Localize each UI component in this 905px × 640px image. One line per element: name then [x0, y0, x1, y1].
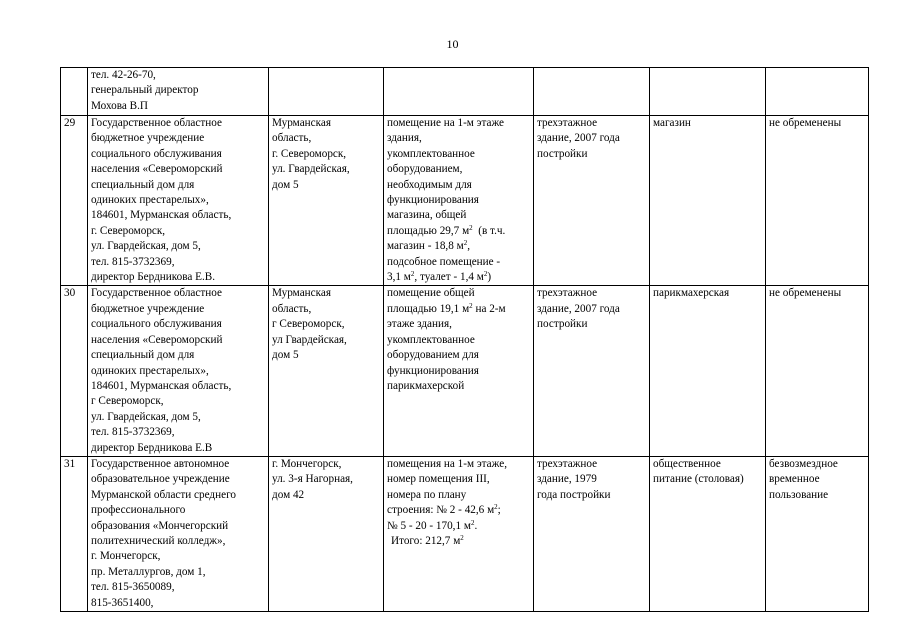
text-line: не обременены	[769, 287, 842, 300]
cell-purpose	[650, 116, 766, 286]
text-line: подсобное помещение -	[387, 255, 501, 268]
cell-encumbrance	[766, 456, 869, 611]
text-line: ул. Гвардейская,	[272, 163, 350, 176]
cell-address	[269, 68, 384, 116]
text-fragment: площадью 19,1 м	[387, 302, 470, 315]
cell-encumbrance	[766, 68, 869, 116]
text-line: образования «Мончегорский	[91, 519, 229, 532]
text-line	[387, 302, 530, 317]
text-line: парикмахерская	[653, 287, 730, 300]
text-line: безвозмездное	[769, 457, 838, 470]
text-line: одиноких престарелых»,	[91, 364, 209, 377]
cell-building	[534, 456, 650, 611]
text-line: дом 42	[272, 488, 305, 501]
text-line: постройки	[537, 318, 588, 331]
text-line: помещение на 1-м этаже	[387, 117, 505, 129]
text-line: ул Гвардейская,	[272, 333, 347, 346]
text-line: здание, 1979	[537, 473, 597, 486]
text-line: профессионального	[91, 504, 186, 517]
cell-building	[534, 68, 650, 116]
text-line: Государственное областное	[91, 117, 222, 129]
text-line: магазина, общей	[387, 209, 467, 222]
table-row	[61, 68, 869, 116]
text-line: г Североморск,	[272, 318, 345, 331]
text-fragment: площадью 29,7 м	[387, 224, 470, 237]
text-line: здание, 2007 года	[537, 132, 620, 145]
text-line: г. Мончегорск,	[272, 457, 342, 470]
text-line: одиноких престарелых»,	[91, 194, 209, 207]
text-line: тел. 815-3732369,	[91, 426, 175, 439]
text-fragment: .	[474, 519, 478, 532]
cell-organization	[88, 456, 269, 611]
text-line: ул. 3-я Нагорная,	[272, 473, 353, 486]
text-line: социального обслуживания	[91, 147, 222, 160]
superscript: 2	[470, 518, 475, 527]
text-line: Мохова В.П	[91, 99, 148, 112]
text-line: функционирования	[387, 364, 479, 377]
cell-number	[61, 116, 88, 286]
table-row	[61, 116, 869, 286]
text-line: Государственное автономное	[91, 457, 230, 470]
text-line: Мурманская	[272, 287, 331, 300]
text-line	[387, 503, 530, 518]
cell-organization	[88, 116, 269, 286]
text-line: не обременены	[769, 117, 842, 129]
text-line: бюджетное учреждение	[91, 132, 205, 145]
text-line: ул. Гвардейская, дом 5,	[91, 410, 201, 423]
text-line: года постройки	[537, 488, 611, 501]
text-line: Государственное областное	[91, 287, 222, 300]
row-number: 29	[64, 117, 76, 129]
text-line: генеральный директор	[91, 84, 199, 97]
cell-number	[61, 286, 88, 456]
text-fragment: , туалет - 1,4 м	[414, 271, 484, 284]
table-row	[61, 456, 869, 611]
text-line: бюджетное учреждение	[91, 302, 205, 315]
text-line: необходимым для	[387, 178, 472, 191]
cell-address	[269, 456, 384, 611]
text-line: оборудованием,	[387, 163, 463, 176]
text-line: укомплектованное	[387, 333, 475, 346]
cell-description	[384, 456, 534, 611]
cell-purpose	[650, 68, 766, 116]
superscript: 2	[463, 239, 468, 248]
cell-encumbrance	[766, 286, 869, 456]
text-fragment: 3,1 м	[387, 271, 411, 284]
text-line: область,	[272, 302, 312, 315]
text-line: тел. 815-3650089,	[91, 581, 175, 594]
text-line: Мурманской области среднего	[91, 488, 236, 501]
row-number: 31	[64, 457, 76, 470]
text-line: парикмахерской	[387, 379, 465, 392]
text-line: номер помещения III,	[387, 473, 490, 486]
text-line: образовательное учреждение	[91, 473, 230, 486]
text-line: г. Мончегорск,	[91, 550, 161, 563]
text-line: специальный дом для	[91, 178, 195, 191]
cell-building	[534, 116, 650, 286]
text-line: здания,	[387, 132, 422, 145]
text-line: постройки	[537, 147, 588, 160]
text-line: общественное	[653, 457, 721, 470]
text-line: область,	[272, 132, 312, 145]
text-fragment: магазин - 18,8 м	[387, 240, 464, 253]
text-line: г. Североморск,	[91, 224, 166, 237]
cell-description	[384, 116, 534, 286]
table-row	[61, 286, 869, 456]
text-line	[387, 519, 530, 534]
text-line	[387, 270, 530, 285]
text-line: г. Североморск,	[272, 147, 347, 160]
cell-building	[534, 286, 650, 456]
text-line: социального обслуживания	[91, 318, 222, 331]
superscript: 2	[410, 270, 415, 279]
text-line: магазин	[653, 117, 691, 129]
cell-purpose	[650, 456, 766, 611]
text-line: Мурманская	[272, 117, 331, 129]
cell-description	[384, 68, 534, 116]
text-fragment: строения: № 2 - 42,6 м	[387, 504, 495, 517]
superscript: 2	[494, 503, 498, 512]
text-line: трехэтажное	[537, 287, 598, 300]
text-fragment: ;	[497, 504, 501, 517]
cell-number	[61, 68, 88, 116]
text-line: директор Бердникова Е.В	[91, 441, 213, 454]
text-line	[387, 224, 530, 239]
text-line: укомплектованное	[387, 147, 475, 160]
text-line: трехэтажное	[537, 117, 598, 129]
text-line: 815-3651400,	[91, 596, 154, 609]
text-line: директор Бердникова Е.В.	[91, 271, 216, 284]
text-line: тел. 815-3732369,	[91, 255, 175, 268]
text-line: трехэтажное	[537, 457, 598, 470]
text-fragment: Итого: 212,7 м	[391, 534, 461, 547]
text-line: помещения на 1-м этаже,	[387, 457, 507, 470]
text-line: пользование	[769, 488, 829, 501]
text-line: г Североморск,	[91, 395, 164, 408]
text-line: 184601, Мурманская область,	[91, 209, 232, 222]
text-line: населения «Североморский	[91, 333, 223, 346]
page-number: 10	[446, 37, 459, 51]
text-line: специальный дом для	[91, 349, 195, 362]
cell-organization	[88, 68, 269, 116]
text-line: оборудованием для	[387, 349, 479, 362]
text-fragment: (в т.ч.	[478, 224, 506, 237]
text-line: функционирования	[387, 194, 479, 207]
text-line	[387, 534, 530, 549]
text-line: тел. 42-26-70,	[91, 69, 156, 81]
superscript: 2	[469, 301, 473, 310]
text-line: временное	[769, 473, 820, 486]
text-line	[387, 239, 530, 254]
property-table	[60, 67, 869, 612]
text-line: питание (столовая)	[653, 473, 744, 486]
superscript: 2	[460, 533, 464, 542]
text-fragment: на 2-м	[475, 302, 506, 315]
text-line: номера по плану	[387, 488, 467, 501]
text-line: этаже здания,	[387, 318, 452, 331]
text-fragment: ,	[467, 240, 470, 253]
text-line: 184601, Мурманская область,	[91, 379, 232, 392]
text-fragment: )	[487, 271, 492, 284]
text-line: ул. Гвардейская, дом 5,	[91, 240, 201, 253]
cell-description	[384, 286, 534, 456]
text-fragment: № 5 - 20 - 170,1 м	[387, 519, 471, 532]
cell-address	[269, 286, 384, 456]
text-line: политехнический колледж»,	[91, 534, 226, 547]
text-line: помещение общей	[387, 287, 475, 300]
text-line: дом 5	[272, 349, 299, 362]
row-number: 30	[64, 287, 76, 300]
text-line: населения «Североморский	[91, 163, 223, 176]
superscript: 2	[469, 223, 473, 232]
text-line: пр. Металлургов, дом 1,	[91, 565, 206, 578]
cell-address	[269, 116, 384, 286]
superscript: 2	[483, 270, 488, 279]
cell-encumbrance	[766, 116, 869, 286]
text-line: дом 5	[272, 178, 299, 191]
cell-purpose	[650, 286, 766, 456]
text-line: здание, 2007 года	[537, 302, 620, 315]
cell-number	[61, 456, 88, 611]
cell-organization	[88, 286, 269, 456]
